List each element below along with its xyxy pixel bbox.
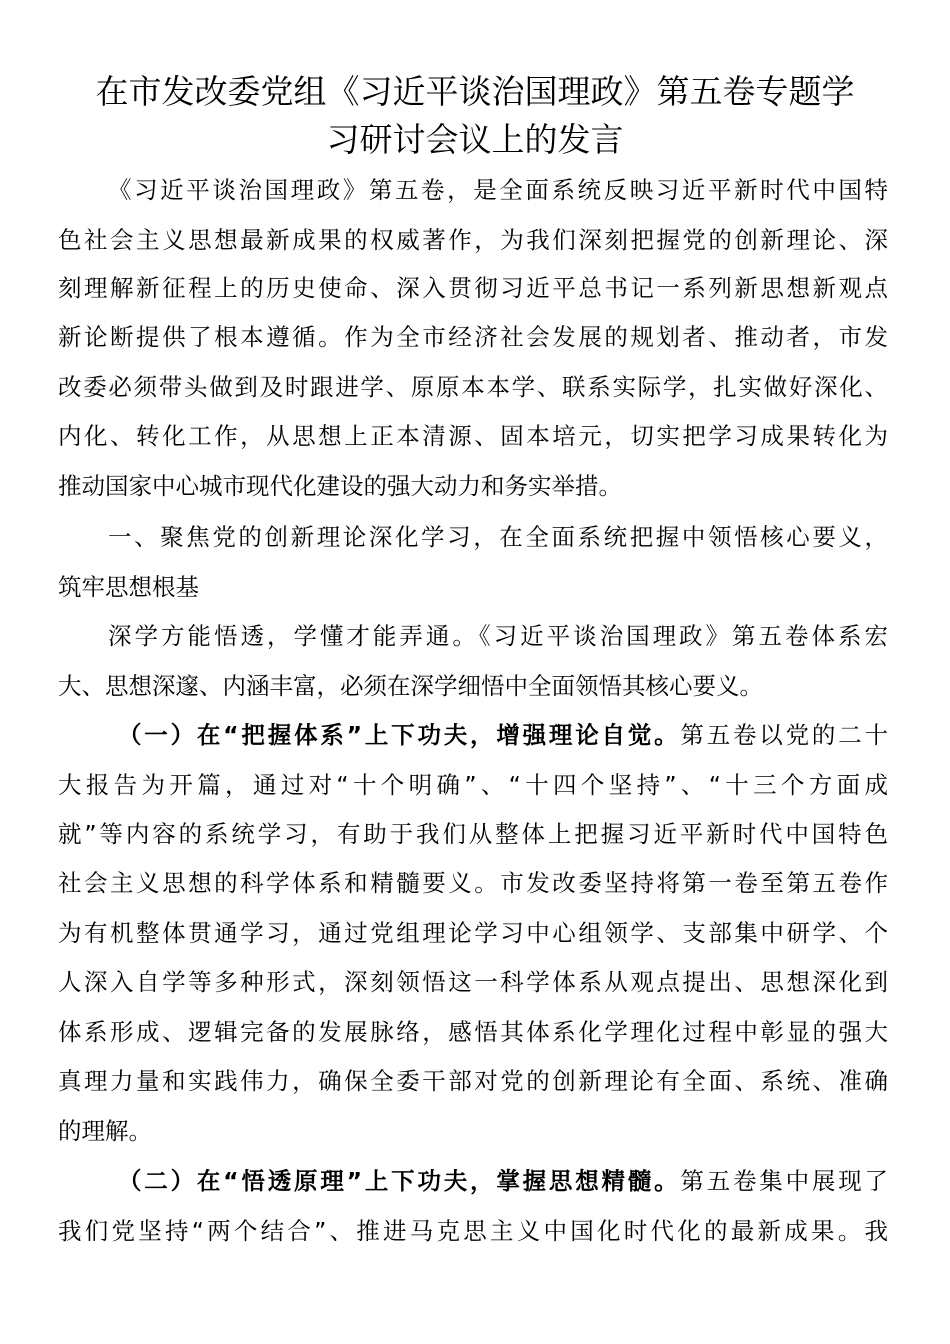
subsection-2-lead: （二）在“悟透原理”上下功夫，掌握思想精髓。: [118, 1167, 681, 1195]
body-paragraph-line: 深学方能悟透，学懂才能弄通。《习近平谈治国理政》第五卷体系宏: [108, 622, 888, 650]
subsection-1-first-line: [118, 720, 888, 750]
document-title-line-2: 习研讨会议上的发言: [326, 120, 624, 159]
subsection-2-line: 我们党坚持“两个结合”、推进马克思主义中国化时代化的最新成果。我: [58, 1217, 888, 1245]
subsection-1-line: 大报告为开篇，通过对“十个明确”、“十四个坚持”、“十三个方面成: [58, 771, 888, 799]
subsection-1-first-line-rest: 第五卷以党的二十: [680, 721, 888, 749]
subsection-2-first-line-rest: 第五卷集中展现了: [680, 1167, 888, 1195]
document-title-line-1: 在市发改委党组《习近平谈治国理政》第五卷专题学: [95, 72, 855, 111]
subsection-1-line: 体系形成、逻辑完备的发展脉络，感悟其体系化学理化过程中彰显的强大: [58, 1018, 888, 1046]
intro-paragraph-line: 改委必须带头做到及时跟进学、原原本本学、联系实际学，扎实做好深化、: [58, 373, 888, 401]
subsection-1-line: 就”等内容的系统学习，有助于我们从整体上把握习近平新时代中国特色: [58, 820, 888, 848]
intro-paragraph-line: 色社会主义思想最新成果的权威著作，为我们深刻把握党的创新理论、深: [58, 226, 888, 254]
subsection-1-line: 社会主义思想的科学体系和精髓要义。市发改委坚持将第一卷至第五卷作: [58, 869, 888, 897]
subsection-1-line: 真理力量和实践伟力，确保全委干部对党的创新理论有全面、系统、准确: [58, 1067, 888, 1095]
intro-paragraph-line: 刻理解新征程上的历史使命、深入贯彻习近平总书记一系列新思想新观点: [58, 274, 888, 302]
section-heading-line: 筑牢思想根基: [58, 573, 199, 601]
body-paragraph-line: 大、思想深邃、内涵丰富，必须在深学细悟中全面领悟其核心要义。: [58, 672, 763, 700]
intro-paragraph-line: 《习近平谈治国理政》第五卷，是全面系统反映习近平新时代中国特: [108, 176, 888, 204]
subsection-1-lead: （一）在“把握体系”上下功夫，增强理论自觉。: [118, 721, 681, 749]
subsection-1-line: 为有机整体贯通学习，通过党组理论学习中心组领学、支部集中研学、个: [58, 919, 888, 947]
intro-paragraph-line: 新论断提供了根本遵循。作为全市经济社会发展的规划者、推动者，市发: [58, 323, 888, 351]
subsection-1-line: 人深入自学等多种形式，深刻领悟这一科学体系从观点提出、思想深化到: [58, 968, 888, 996]
intro-paragraph-line: 推动国家中心城市现代化建设的强大动力和务实举措。: [58, 472, 622, 500]
subsection-2-first-line: [118, 1166, 888, 1196]
subsection-1-line: 的理解。: [58, 1117, 152, 1145]
section-heading-line: 一、聚焦党的创新理论深化学习，在全面系统把握中领悟核心要义，: [108, 523, 888, 551]
intro-paragraph-line: 内化、转化工作，从思想上正本清源、固本培元，切实把学习成果转化为: [58, 422, 888, 450]
